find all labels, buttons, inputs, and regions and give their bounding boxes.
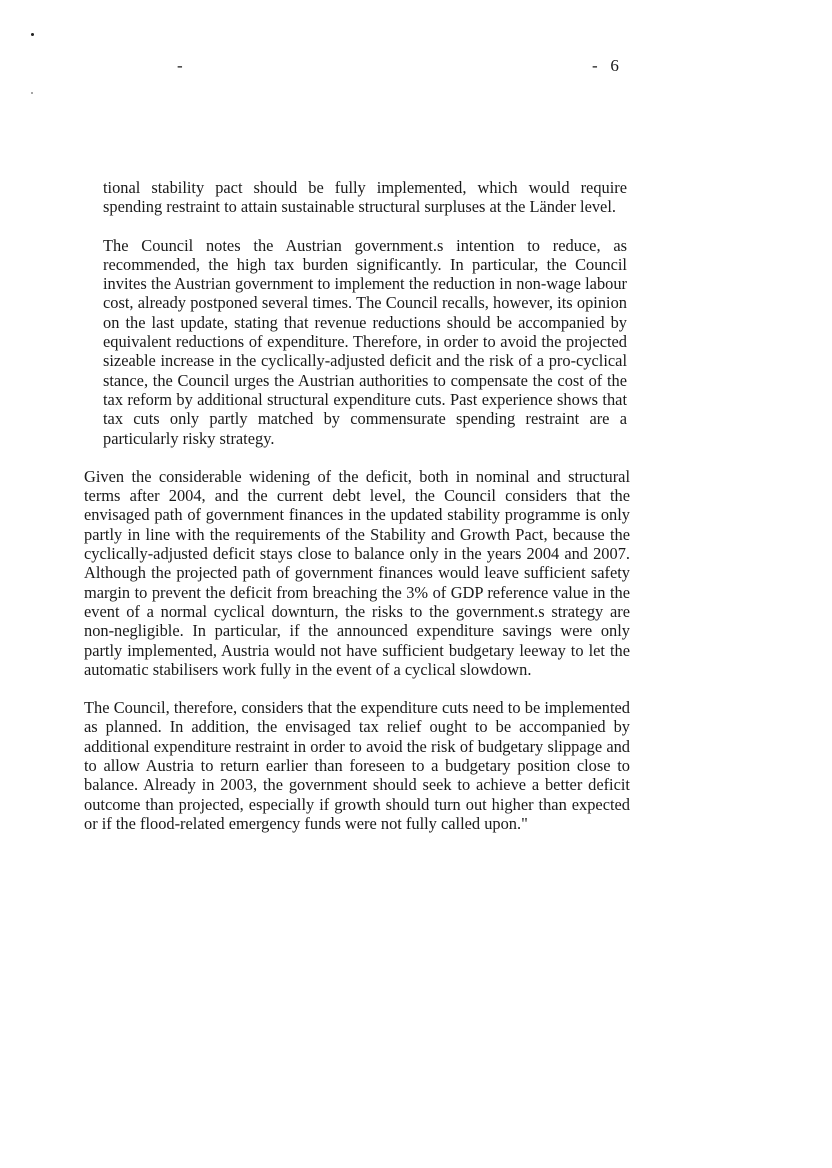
page-number: - 6 [592, 56, 619, 75]
scan-speck [31, 92, 33, 94]
paragraph: The Council, therefore, considers that the expenditure cuts need to be implemented as planned. In addition, the envisaged tax relief ought to be accompanied by additional expenditure restraint in order to avoid the risk of budgetary slippage and to allow Austria to return earlier than foreseen to a budgetary position close to balance. Already in 2003, the government should seek to achieve a better deficit outcome than projected, especially if growth should turn out higher than expected or if the flood-related emergency funds were not fully called upon." [84, 698, 630, 833]
paragraph: tional stability pact should be fully implemented, which would require spending restraint to attain sustainable structural surpluses at the Länder level. [103, 178, 627, 217]
paragraph: The Council notes the Austrian government.s intention to reduce, as recommended, the high tax burden significantly. In particular, the Council invites the Austrian government to implement the reduction in non-wage labour cost, already postponed several times. The Council recalls, however, its opinion on the last update, stating that revenue reductions should be accompanied by equivalent reductions of expenditure. Therefore, in order to avoid the projected sizeable increase in the cyclically-adjusted deficit and the risk of a pro-cyclical stance, the Council urges the Austrian authorities to compensate the cost of the tax reform by additional structural expenditure cuts. Past experience shows that tax cuts only partly matched by commensurate spending restraint are a particularly risky strategy. [103, 235, 627, 448]
paragraph: Given the considerable widening of the deficit, both in nominal and structural terms after 2004, and the current debt level, the Council considers that the envisaged path of government finances in the updated stability programme is only partly in line with the requirements of the Stability and Growth Pact, because the cyclically-adjusted deficit stays close to balance only in the years 2004 and 2007. Although the projected path of government finances would leave sufficient safety margin to prevent the deficit from breaching the 3% of GDP reference value in the event of a normal cyclical downturn, the risks to the government.s strategy are non-negligible. In particular, if the announced expenditure savings were only partly implemented, Austria would not have sufficient budgetary leeway to let the automatic stabilisers work fully in the event of a cyclical slowdown. [84, 466, 630, 679]
document-body [84, 178, 630, 852]
scan-speck [31, 33, 34, 36]
header-left-mark: - [177, 56, 183, 75]
